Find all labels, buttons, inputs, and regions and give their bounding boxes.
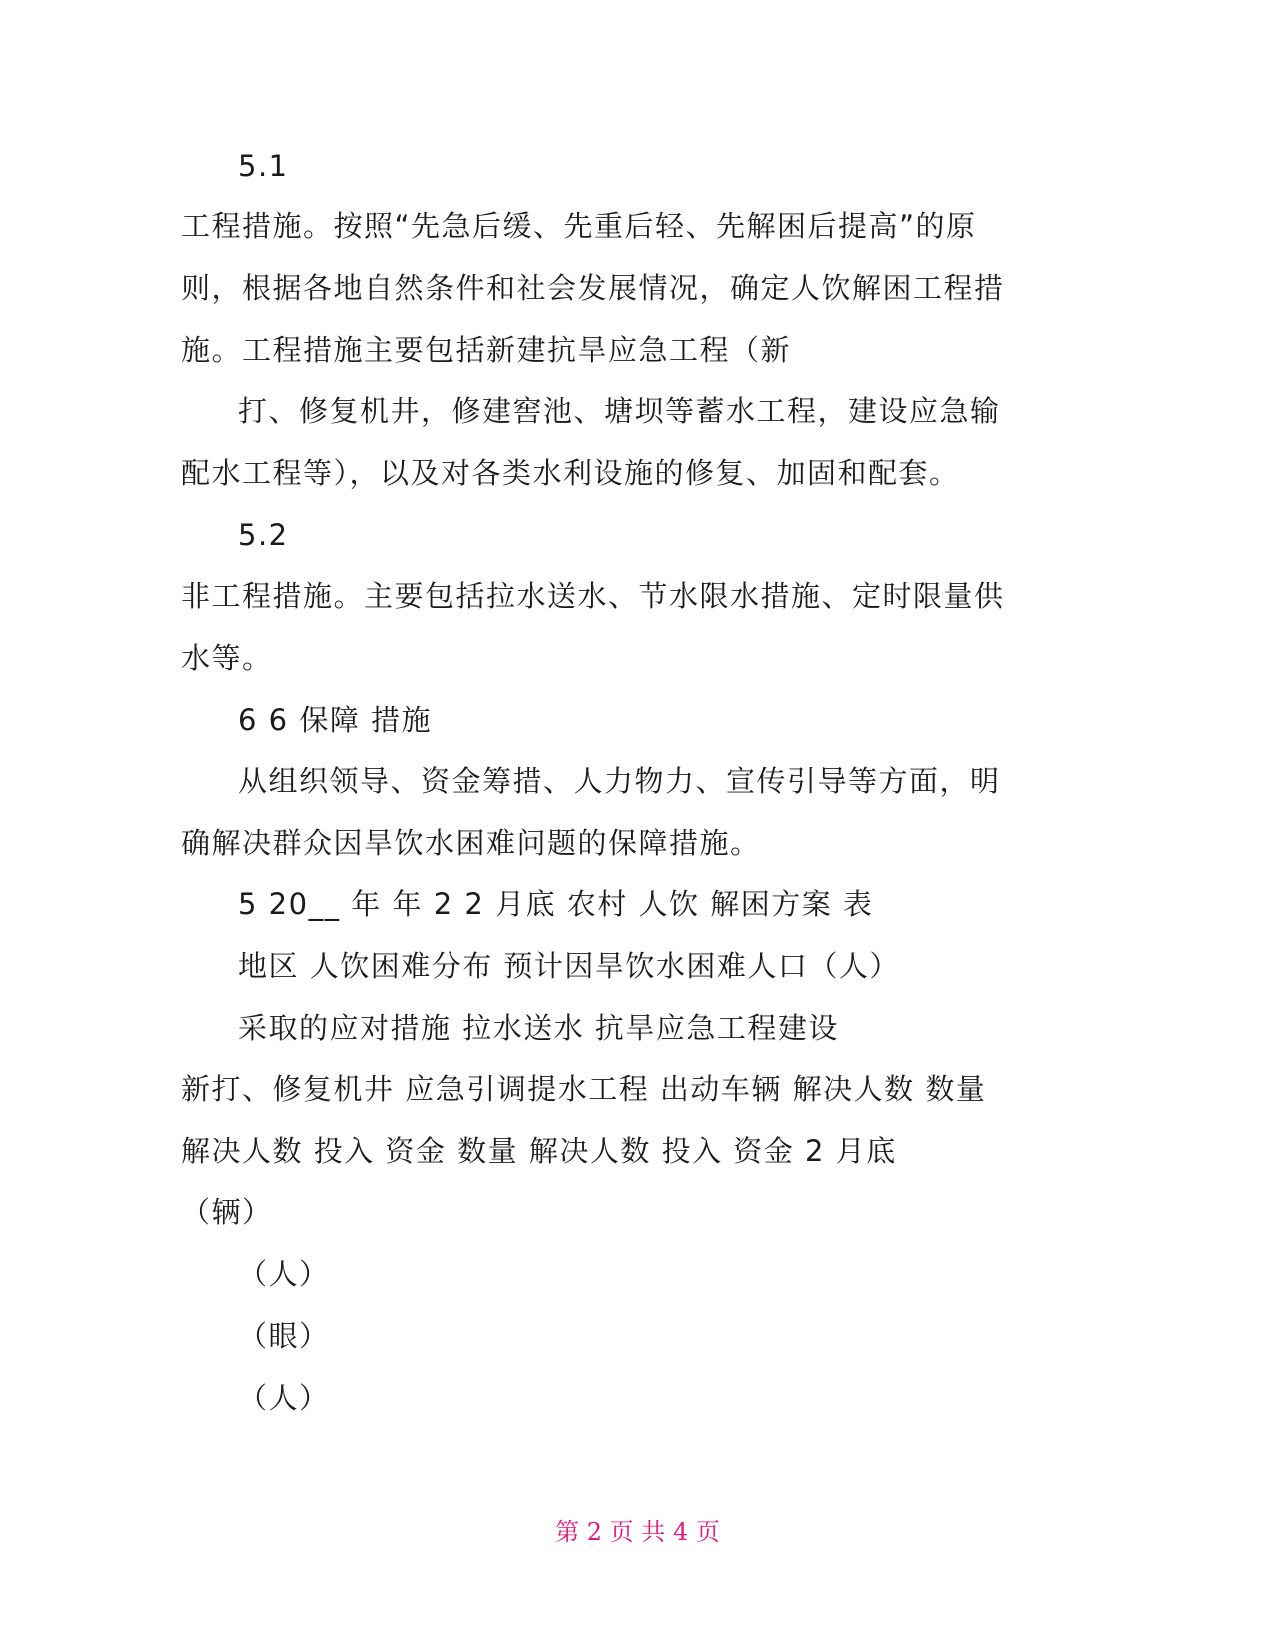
paragraph-line: 水等。	[181, 641, 273, 675]
paragraph-line: 非工程措施。主要包括拉水送水、节水限水措施、定时限量供	[181, 579, 1005, 613]
table-title: 5 20__ 年 年 2 2 月底 农村 人饮 解困方案 表	[238, 887, 874, 921]
table-header-line: 地区 人饮困难分布 预计因旱饮水困难人口（人）	[238, 949, 900, 983]
paragraph-line: 确解决群众因旱饮水困难问题的保障措施。	[181, 826, 761, 860]
paragraph-line: 工程措施。按照“先急后缓、先重后轻、先解困后提高”的原	[181, 209, 977, 243]
section-number-5-2: 5.2	[238, 518, 289, 552]
paragraph-line: 从组织领导、资金筹措、人力物力、宣传引导等方面，明	[238, 764, 1001, 798]
table-header-line: 采取的应对措施 拉水送水 抗旱应急工程建设	[238, 1011, 839, 1045]
paragraph-line: 施。工程措施主要包括新建抗旱应急工程（新	[181, 333, 792, 367]
unit-label: （眼）	[238, 1319, 330, 1353]
table-header-line: 解决人数 投入 资金 数量 解决人数 投入 资金 2 月底	[181, 1134, 897, 1168]
paragraph-line: 配水工程等），以及对各类水利设施的修复、加固和配套。	[181, 456, 960, 490]
section-heading: 6 6 保障 措施	[238, 703, 433, 737]
unit-label: （人）	[238, 1381, 330, 1415]
paragraph-line: 打、修复机井，修建窖池、塘坝等蓄水工程，建设应急输	[238, 394, 1001, 428]
unit-label: （辆）	[181, 1195, 273, 1229]
page-number-footer: 第 2 页 共 4 页	[555, 1518, 720, 1546]
unit-label: （人）	[238, 1257, 330, 1291]
section-number-5-1: 5.1	[238, 149, 289, 183]
paragraph-line: 则，根据各地自然条件和社会发展情况，确定人饮解困工程措	[181, 271, 1005, 305]
table-header-line: 新打、修复机井 应急引调提水工程 出动车辆 解决人数 数量	[181, 1072, 987, 1106]
